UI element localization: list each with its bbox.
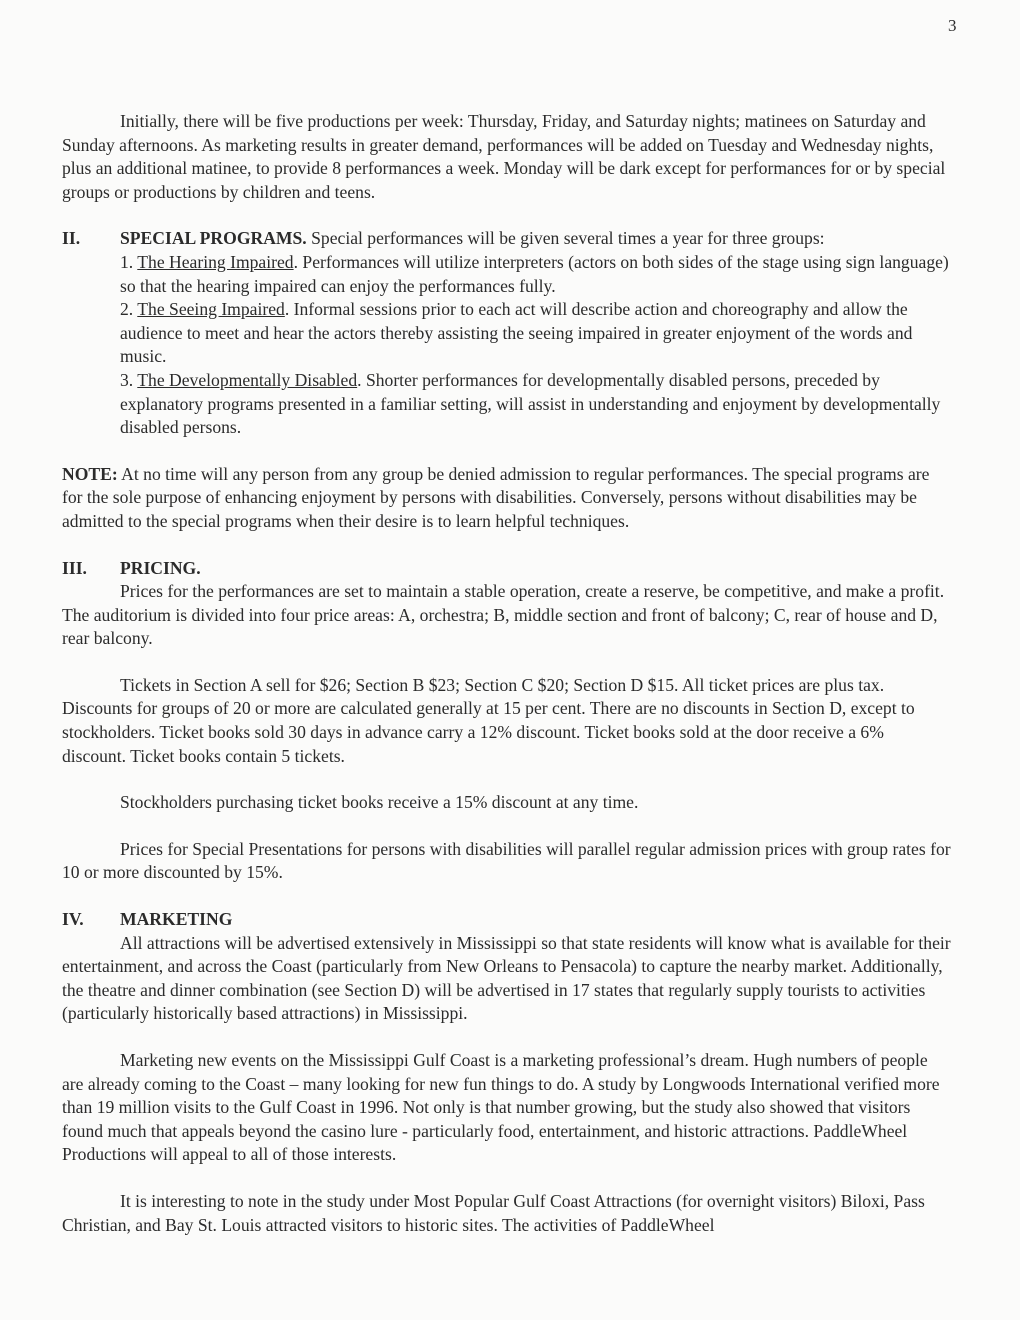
- special-programs-list: [62, 251, 952, 440]
- pricing-paragraph: Tickets in Section A sell for $26; Section B $23; Section C $20; Section D $15. All ticket prices are plus tax. Discounts for groups of 20 or more are calculated generally at 15 per cent. There are no discounts in Section D, except to stockholders. Ticket books sold 30 days in advance carry a 12% discount. Ticket books sold at the door receive a 6% discount. Ticket books contain 5 tickets.: [62, 674, 915, 766]
- section-title: PRICING.: [120, 557, 201, 578]
- section-lead-text: Special performances will be given several times a year for three groups:: [306, 228, 825, 249]
- spacer: [62, 1167, 952, 1190]
- spacer: [62, 204, 952, 227]
- spacer: [62, 440, 952, 463]
- spacer: [62, 768, 952, 791]
- section-pricing-heading: [62, 557, 952, 581]
- pricing-paragraph: Stockholders purchasing ticket books receive a 15% discount at any time.: [120, 792, 639, 813]
- list-item-number: 2.: [120, 299, 138, 320]
- list-item: [120, 369, 952, 440]
- section-numeral: II.: [62, 228, 81, 249]
- section-numeral: III.: [62, 557, 87, 578]
- section-title: SPECIAL PROGRAMS.: [120, 228, 307, 249]
- section-special-programs-heading: [62, 227, 952, 251]
- spacer: [62, 815, 952, 838]
- list-item-title: The Seeing Impaired: [137, 299, 285, 320]
- note-paragraph: [62, 463, 952, 534]
- note-label: NOTE:: [62, 463, 118, 484]
- list-item-text: . Shorter performances for developmentally disabled persons, preceded by explanatory programs presented in a familiar setting, will assist in understanding and enjoyment by developmentally disabled persons.: [120, 369, 941, 438]
- spacer: [62, 534, 952, 557]
- spacer: [62, 885, 952, 908]
- marketing-paragraph: All attractions will be advertised extensively in Mississippi so that state residents will know what is available for their entertainment, and across the Coast (particularly from New Orleans to Pensacola) to capture the nearby market. Additionally, the theatre and dinner combination (see Section D) will be advertised in 17 states that regularly supply tourists to activities (particularly historically based attractions) in Mississippi.: [62, 932, 951, 1024]
- list-item-text: . Performances will utilize interpreters (actors on both sides of the stage using sign language) so that the hearing impaired can enjoy the performances fully.: [120, 251, 949, 296]
- pricing-paragraph: Prices for the performances are set to maintain a stable operation, create a reserve, be competitive, and make a profit. The auditorium is divided into four price areas: A, orchestra; B, middle section and front of balcony; C, rear of house and D, rear balcony.: [62, 581, 945, 649]
- spacer: [62, 1026, 952, 1049]
- note-text: At no time will any person from any group be denied admission to regular performances. The special programs are for the sole purpose of enhancing enjoyment by persons with disabilities. Conversely, persons without disabilities may be admitted to the special programs when their desire is to learn helpful techniques.: [62, 463, 930, 531]
- list-item-number: 3.: [120, 369, 138, 390]
- list-item-title: The Developmentally Disabled: [137, 369, 358, 390]
- marketing-paragraph: Marketing new events on the Mississippi Gulf Coast is a marketing professional’s dream. Hugh numbers of people are already coming to the Coast – many looking for new fun things to do. A study by Longwoods International verified more than 19 million visits to the Gulf Coast in 1996. Not only is that number growing, but the study also showed that visitors found much that appeals beyond the casino lure - particularly food, entertainment, and historic attractions. PaddleWheel Productions will appeal to all of those interests.: [62, 1050, 940, 1165]
- marketing-paragraph: It is interesting to note in the study under Most Popular Gulf Coast Attractions (for overnight visitors) Biloxi, Pass Christian, and Bay St. Louis attracted visitors to historic sites. The activities of PaddleWheel: [62, 1190, 925, 1235]
- section-title: MARKETING: [120, 909, 233, 930]
- spacer: [62, 651, 952, 674]
- list-item: [120, 298, 952, 369]
- list-item-title: The Hearing Impaired: [137, 251, 294, 272]
- intro-paragraph: Initially, there will be five productions per week: Thursday, Friday, and Saturday nights; matinees on Saturday and Sunday afternoons. As marketing results in greater demand, performances will be added on Tuesday and Wednesday nights, plus an additional matinee, to provide 8 performances a week. Monday will be dark except for performances for or by special groups or productions by children and teens.: [62, 111, 946, 202]
- section-numeral: IV.: [62, 909, 84, 930]
- list-item-number: 1.: [120, 251, 138, 272]
- list-item-text: . Informal sessions prior to each act will describe action and choreography and allow the audience to meet and hear the actors thereby assisting the seeing impaired in greater enjoyment of the words and music.: [120, 299, 913, 367]
- list-item: [120, 251, 952, 298]
- pricing-paragraph: Prices for Special Presentations for persons with disabilities will parallel regular admission prices with group rates for 10 or more discounted by 15%.: [62, 838, 951, 883]
- document-body: [62, 110, 952, 1237]
- section-heading-line: [120, 227, 825, 251]
- page-number: 3: [948, 16, 957, 35]
- section-marketing-heading: [62, 908, 952, 932]
